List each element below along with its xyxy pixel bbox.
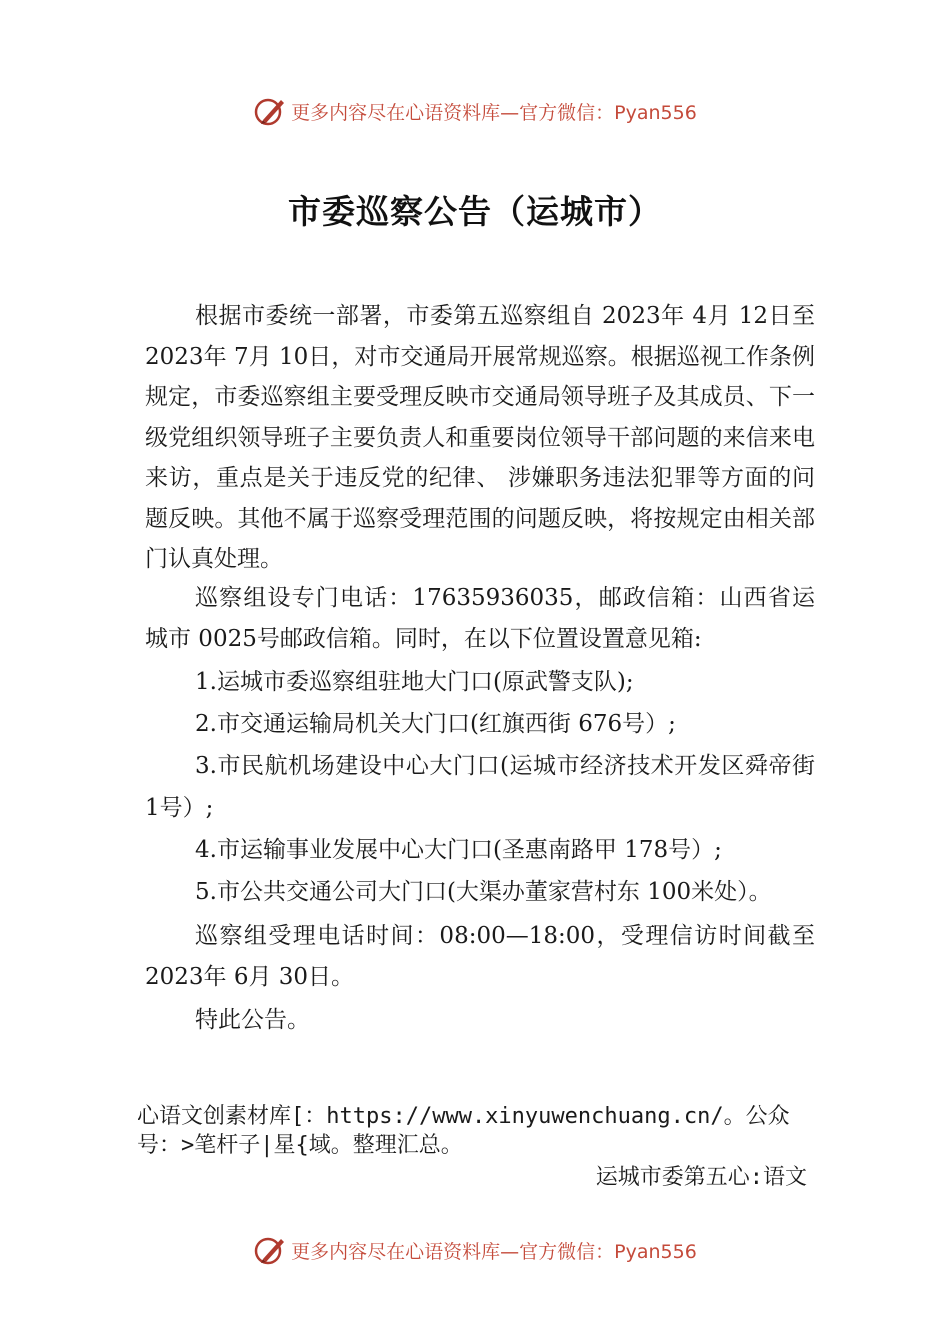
banner-wechat-text: —官方微信：Pyan556 <box>500 1240 697 1263</box>
list-item: 1.运城市委巡察组驻地大门口(原武警支队); <box>195 669 634 695</box>
signature: 运城市委第五心:语文 <box>595 1165 807 1190</box>
source-note: 心语文创素材库[：https://www.xinyuwenchuang.cn/。公众号：>笔杆子|星{域。整理汇总。 <box>137 1104 790 1158</box>
closing-line <box>145 1000 815 1041</box>
list-item: 5.市公共交通公司大门口(大渠办董家营村东 100米处）。 <box>195 879 772 905</box>
banner-wechat-text: —官方微信：Pyan556 <box>500 101 697 124</box>
announcement-paragraph-2 <box>145 578 815 659</box>
announcement-paragraph-3 <box>145 916 815 997</box>
header-watermark-banner <box>0 94 950 128</box>
closing-text: 特此公告。 <box>195 1007 310 1033</box>
paragraph-1-text: 根据市委统一部署，市委第五巡察组自 2023年 4月 12日至 2023年 7月 10日，对市交通局开展常规巡察。根据巡视工作条例规定，市委巡察组主要受理反映市交通局领导班子及其成员、下一级党组织领导班子主要负责人和重要岗位领导干部问题的来信来电来访，重点是关于违反党的纪律、 涉嫌职务违法犯罪等方面的问题反映。其他不属于巡察受理范围的问题反映，将按规定由相关部门认真处理。 <box>145 303 815 572</box>
page-title: 市委巡察公告（运城市） <box>288 192 662 231</box>
banner-brand-text: 更多内容尽在心语资料库 <box>291 101 501 124</box>
pen-logo-icon <box>253 1233 287 1267</box>
pen-logo-icon <box>253 94 287 128</box>
list-item: 2.市交通运输局机关大门口(红旗西街 676号）; <box>195 711 676 737</box>
announcement-paragraph-1 <box>145 296 815 580</box>
paragraph-3-text: 巡察组受理电话时间：08:00—18:00，受理信访时间截至 2023年 6月 30日。 <box>145 923 815 990</box>
list-item: 4.市运输事业发展中心大门口(圣惠南路甲 178号）; <box>195 837 722 863</box>
paragraph-2-text: 巡察组设专门电话：17635936035，邮政信箱：山西省运城市 0025号邮政信箱。同时，在以下位置设置意见箱: <box>145 585 815 652</box>
footer-watermark-banner <box>0 1233 950 1267</box>
suggestion-box-location-list <box>145 661 815 913</box>
banner-brand-text: 更多内容尽在心语资料库 <box>291 1240 501 1263</box>
list-item: 3.市民航机场建设中心大门口(运城市经济技术开发区舜帝街 1号）; <box>145 753 815 821</box>
